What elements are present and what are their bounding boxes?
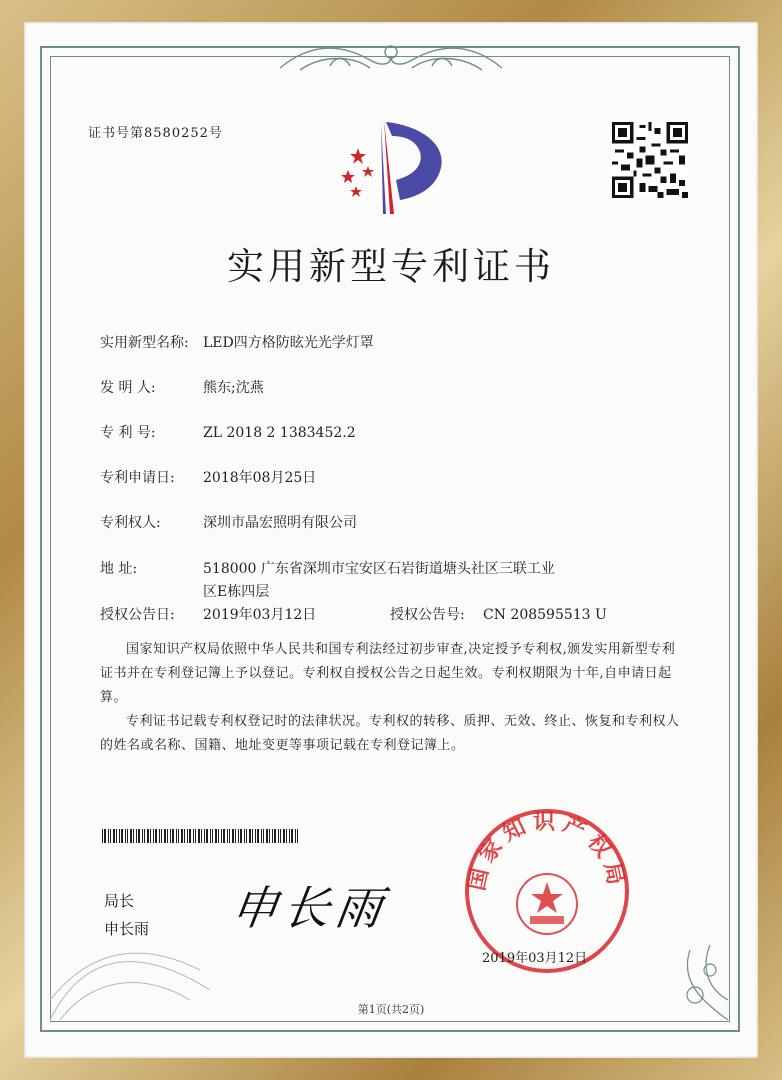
paragraph-legal-status: 专利证书记载专利权登记时的法律状况。专利权的转移、质押、无效、终止、恢复和专利权人的姓名或名称、国籍、地址变更等事项记载在专利登记簿上。 xyxy=(100,714,680,753)
field-value: LED四方格防眩光光学灯罩 xyxy=(203,335,374,351)
field-value: 深圳市晶宏照明有限公司 xyxy=(203,515,357,531)
qr-code-icon xyxy=(612,122,688,198)
field-label: 发 明 人: xyxy=(100,380,156,396)
field-grant-number xyxy=(390,604,607,624)
svg-text:国家知识产权局: 国家知识产权局 xyxy=(464,809,630,893)
field-value: 2019年03月12日 xyxy=(203,607,317,623)
field-label: 专 利 号: xyxy=(100,425,156,441)
paragraph-grant-statement: 国家知识产权局依照中华人民共和国专利法经过初步审查,决定授予专利权,颁发实用新型专利证书并在专利登记簿上予以登记。专利权自授权公告之日起生效。专利权期限为十年,自申请日起算。 xyxy=(100,642,676,705)
barcode-icon xyxy=(102,829,302,843)
field-filing-date xyxy=(100,467,316,487)
field-patent-number xyxy=(100,422,356,442)
field-label: 授权公告号: xyxy=(390,607,465,623)
director-signature: 申长雨 xyxy=(227,881,392,935)
field-value: CN 208595513 U xyxy=(483,607,607,623)
field-value: 518000 广东省深圳市宝安区石岩街道塘头社区三联工业 xyxy=(203,561,555,577)
field-address xyxy=(100,558,555,578)
field-value: 熊东;沈燕 xyxy=(203,380,264,396)
field-patentee xyxy=(100,512,357,532)
field-grant-date xyxy=(100,604,316,624)
certificate-number: 证书号第8580252号 xyxy=(88,126,223,141)
field-address-line2: 区E栋四层 xyxy=(203,584,270,600)
field-value: 2018年08月25日 xyxy=(203,470,317,486)
field-label: 地 址: xyxy=(100,561,138,577)
field-label: 专利申请日: xyxy=(100,470,175,486)
field-label: 实用新型名称: xyxy=(100,335,189,351)
field-label: 专利权人: xyxy=(100,515,161,531)
seal-date: 2019年03月12日 xyxy=(482,951,588,966)
field-utility-model-name xyxy=(100,332,374,352)
field-inventor xyxy=(100,377,264,397)
page-title: 实用新型专利证书 xyxy=(227,245,555,288)
field-label: 授权公告日: xyxy=(100,607,175,623)
cnipa-logo-icon xyxy=(334,118,454,218)
field-value: ZL 2018 2 1383452.2 xyxy=(203,425,356,441)
director-name: 申长雨 xyxy=(104,920,150,938)
director-title: 局长 xyxy=(104,892,135,910)
page-footer: 第1页(共2页) xyxy=(357,1003,425,1016)
top-ornament-icon xyxy=(270,38,512,82)
